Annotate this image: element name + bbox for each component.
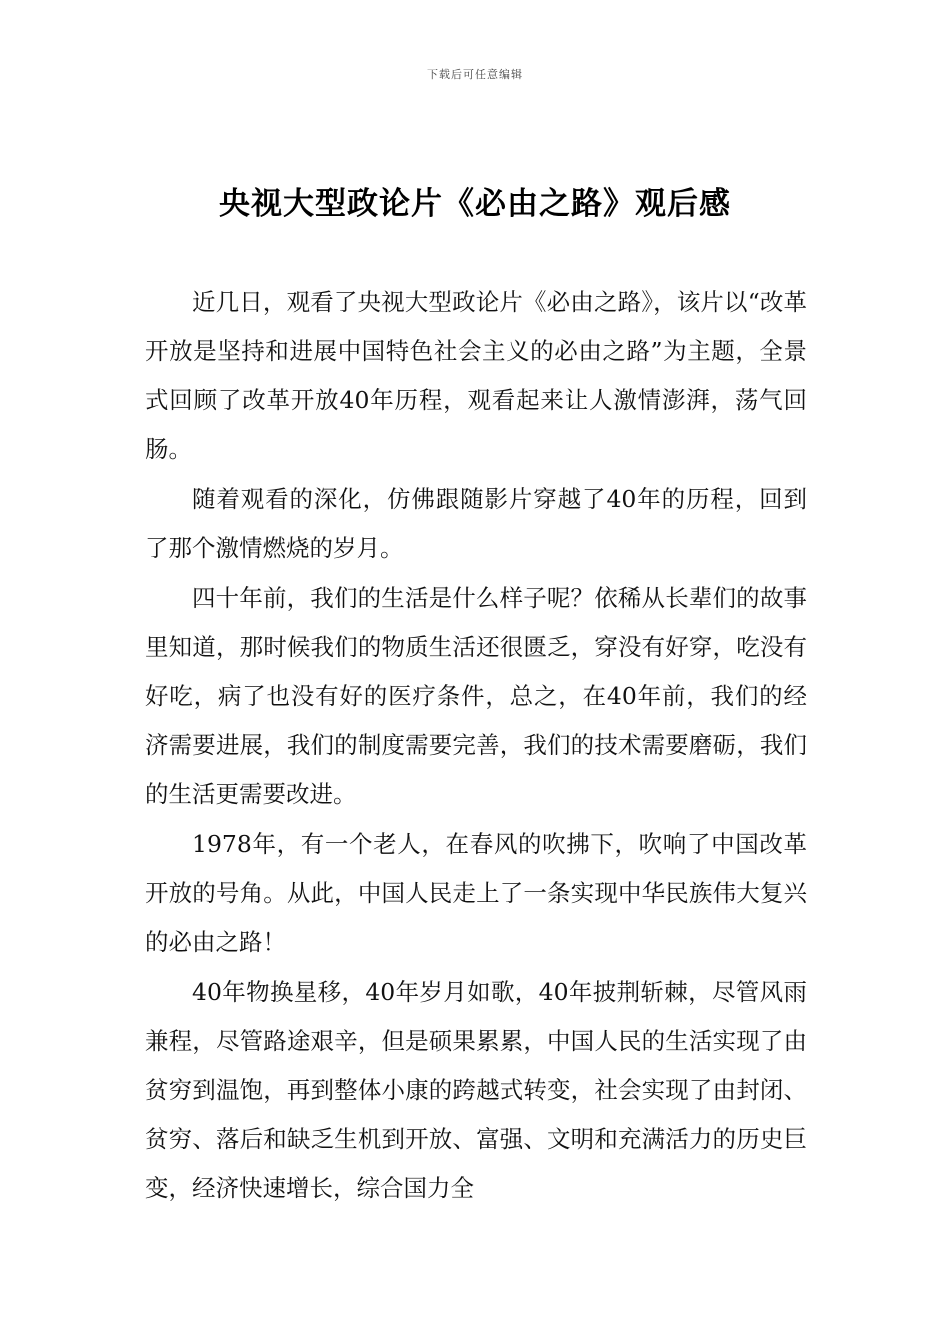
paragraph: 1978年，有一个老人，在春风的吹拂下，吹响了中国改革开放的号角。从此，中国人民走上了一条实现中华民族伟大复兴的必由之路！: [145, 830, 807, 956]
document-title: 央视大型政论片《必由之路》观后感: [219, 186, 731, 222]
paragraph: 四十年前，我们的生活是什么样子呢？依稀从长辈们的故事里知道，那时候我们的物质生活还很匮乏，穿没有好穿，吃没有好吃，病了也没有好的医疗条件，总之，在40年前，我们的经济需要进展，我们的制度需要完善，我们的技术需要磨砺，我们的生活更需要改进。: [145, 584, 807, 808]
paragraph: 随着观看的深化，仿佛跟随影片穿越了40年的历程，回到了那个激情燃烧的岁月。: [145, 485, 807, 562]
header-note: 下载后可任意编辑: [427, 68, 523, 81]
paragraph: 近几日，观看了央视大型政论片《必由之路》，该片以“改革开放是坚持和进展中国特色社会主义的必由之路”为主题，全景式回顾了改革开放40年历程，观看起来让人激情澎湃，荡气回肠。: [145, 288, 807, 463]
paragraph: 40年物换星移，40年岁月如歌，40年披荆斩棘，尽管风雨兼程，尽管路途艰辛，但是硕果累累，中国人民的生活实现了由贫穷到温饱，再到整体小康的跨越式转变，社会实现了由封闭、贫穷、落后和缺乏生机到开放、富强、文明和充满活力的历史巨变，经济快速增长，综合国力全: [145, 978, 807, 1202]
document-body: [145, 278, 807, 1214]
